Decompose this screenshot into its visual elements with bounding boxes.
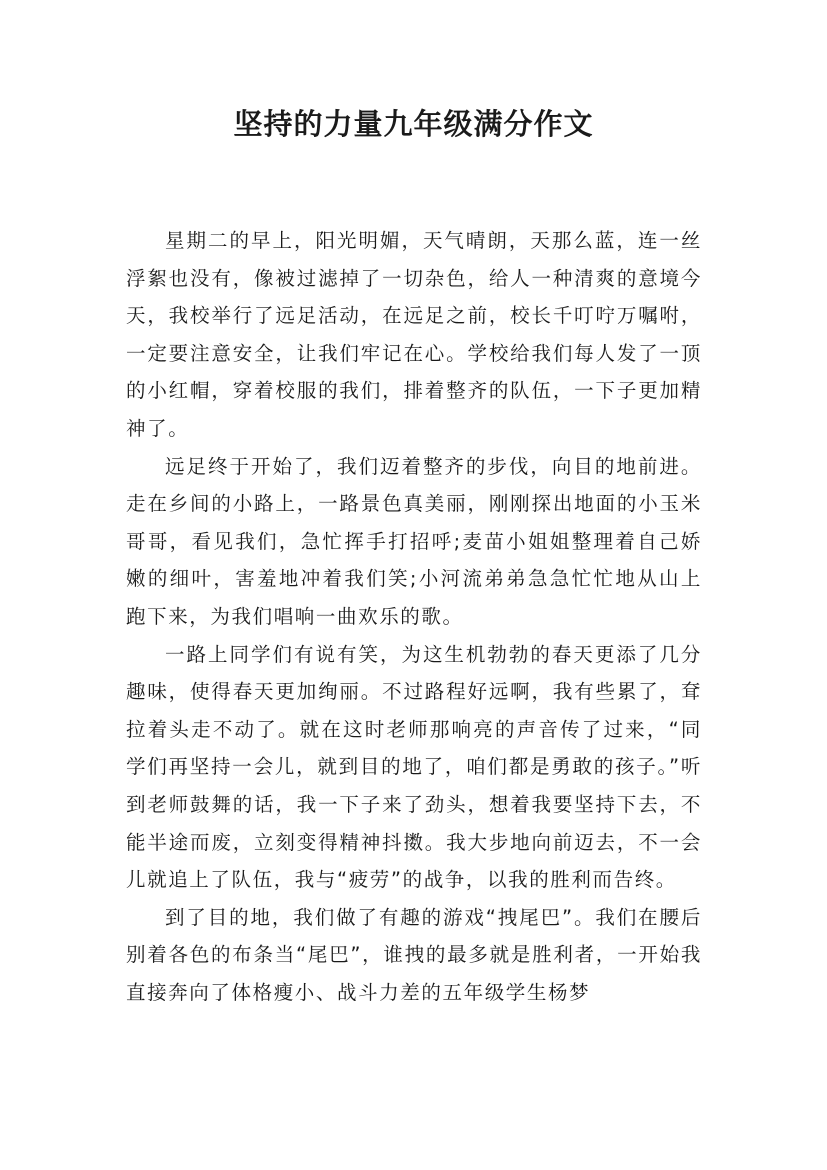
paragraph-4: 到了目的地，我们做了有趣的游戏“拽尾巴”。我们在腰后别着各色的布条当“尾巴”，谁拽的最多就是胜利者，一开始我直接奔向了体格瘦小、战斗力差的五年级学生杨梦 [126,905,702,1004]
document-title: 坚持的力量九年级满分作文 [233,107,594,141]
paragraph-3: 一路上同学们有说有笑，为这生机勃勃的春天更添了几分趣味，使得春天更加绚丽。不过路程好远啊，我有些累了，耷拉着头走不动了。就在这时老师那响亮的声音传了过来，“同学们再坚持一会儿，就到目的地了，咱们都是勇敢的孩子。”听到老师鼓舞的话，我一下子来了劲头，想着我要坚持下去，不能半途而废，立刻变得精神抖擞。我大步地向前迈去，不一会儿就追上了队伍，我与“疲劳”的战争，以我的胜利而告终。 [126,642,702,892]
paragraph-2: 远足终于开始了，我们迈着整齐的步伐，向目的地前进。走在乡间的小路上，一路景色真美丽，刚刚探出地面的小玉米哥哥，看见我们，急忙挥手打招呼;麦苗小姐姐整理着自己娇嫩的细叶，害羞地冲着我们笑;小河流弟弟急急忙忙地从山上跑下来，为我们唱响一曲欢乐的歌。 [126,454,702,628]
document-body [126,222,702,1011]
paragraph-1: 星期二的早上，阳光明媚，天气晴朗，天那么蓝，连一丝浮絮也没有，像被过滤掉了一切杂色，给人一种清爽的意境今天，我校举行了远足活动，在远足之前，校长千叮咛万嘱咐，一定要注意安全，让我们牢记在心。学校给我们每人发了一顶的小红帽，穿着校服的我们，排着整齐的队伍，一下子更加精神了。 [126,229,702,440]
